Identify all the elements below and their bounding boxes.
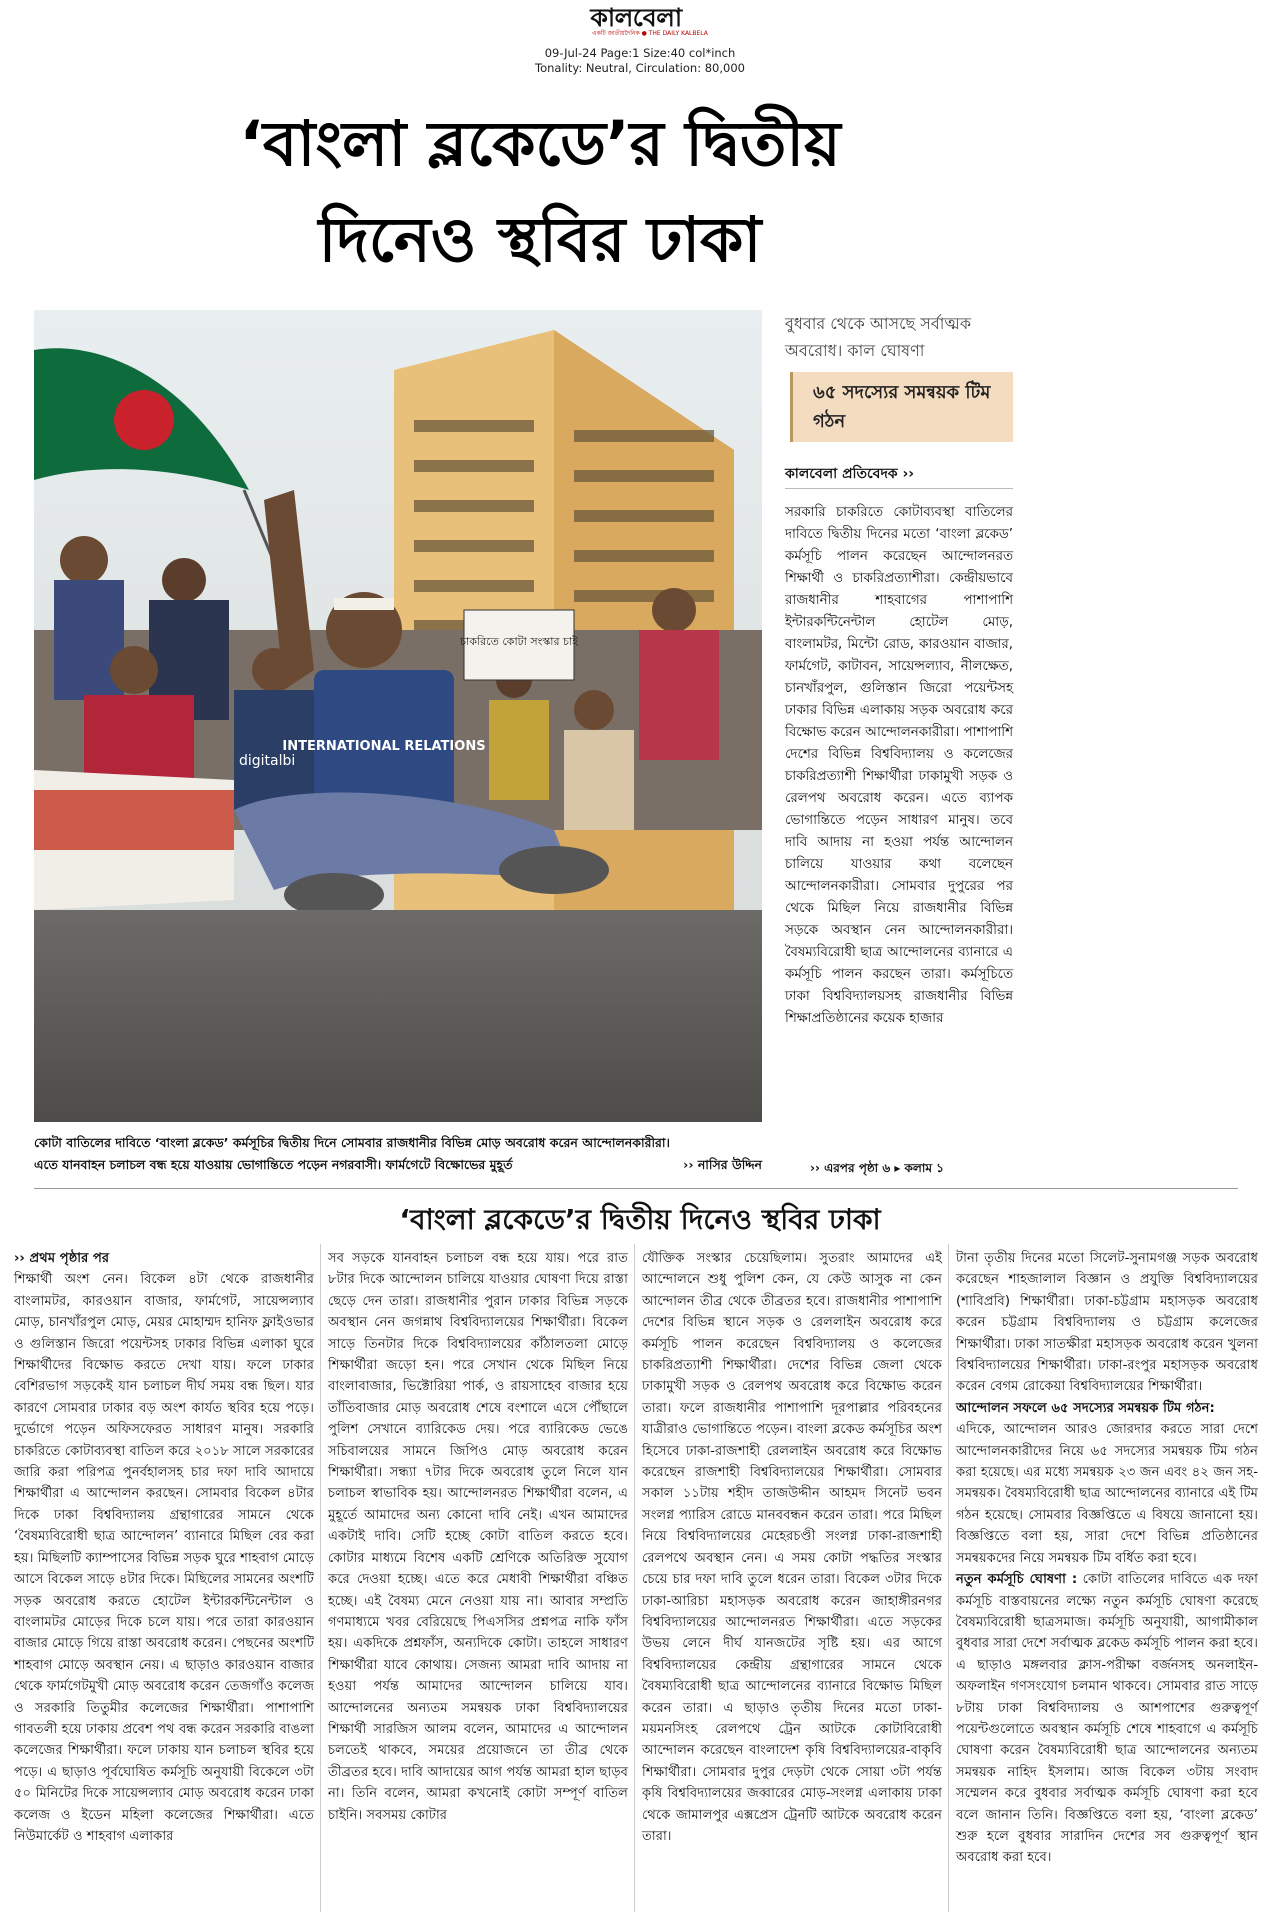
clipping-meta xyxy=(520,46,760,76)
tshirt-text: INTERNATIONAL RELATIONS xyxy=(282,739,486,754)
headline-line2: দিনেও স্থবির ঢাকা xyxy=(318,203,762,276)
protest-photo-illustration xyxy=(34,310,762,1122)
column-2 xyxy=(328,1248,628,1826)
headline-line1: ‘বাংলা ব্লকেডে’র দ্বিতীয় xyxy=(239,107,841,180)
column-3 xyxy=(642,1248,942,1847)
logo-text: কালবেলা xyxy=(590,3,682,32)
story-deck: বুধবার থেকে আসছে সর্বাত্মক অবরোধ। কাল ঘোষণা xyxy=(785,314,972,360)
lead-story-body: সরকারি চাকরিতে কোটাব্যবস্থা বাতিলের দাবিতে দ্বিতীয় দিনের মতো ‘বাংলা ব্লকেড’ কর্মসূচি পালন করেছেন আন্দোলনরত শিক্ষার্থী ও চাকরিপ্রত্যাশীরা। কেন্দ্রীয়ভাবে রাজধানীর শাহবাগের পাশাপাশি ইন্টারকন্টিনেন্টাল হোটেল মোড়, বাংলামটর, মিন্টো রোড, কারওয়ান বাজার, ফার্মগেট, কাটাবন, সায়েন্সল্যাব, নীলক্ষেত, চানখাঁরপুল, গুলিস্তান জিরো পয়েন্টসহ ঢাকার বিভিন্ন এলাকায় সড়ক অবরোধ করে বিক্ষোভ করেন আন্দোলনকারীরা। পাশাপাশি দেশের বিভিন্ন বিশ্ববিদ্যালয় ও কলেজের চাকরিপ্রত্যাশী শিক্ষার্থীরা ঢাকামুখী সড়ক ও রেলপথ অবরোধ করেন। এতে ব্যাপক ভোগান্তিতে পড়েন সাধারণ মানুষ। তবে দাবি আদায় না হওয়া পর্যন্ত আন্দোলন চালিয়ে যাওয়ার কথা বলেছেন আন্দোলনকারীরা। সোমবার দুপুরের পর থেকে মিছিল নিয়ে রাজধানীর বিভিন্ন সড়কে অবস্থান নেন আন্দোলনকারীরা। বৈষম্যবিরোধী ছাত্র আন্দোলনের ব্যানারে এ কর্মসূচি পালন করছেন তারা। কর্মসূচিতে ঢাকা বিশ্ববিদ্যালয়সহ রাজধানীর বিভিন্ন শিক্ষাপ্রতিষ্ঠানের কয়েক হাজার xyxy=(785,505,1013,1026)
column-divider xyxy=(320,1244,321,1912)
logo-tagline: একটি জাতীয়দৈনিক ● THE DAILY KALBELA xyxy=(592,30,708,37)
news-photo xyxy=(34,310,762,1122)
photo-caption xyxy=(34,1132,762,1176)
continued-on: ›› এরপর পৃষ্ঠা ৬ ▸ কলাম ১ xyxy=(810,1161,944,1175)
column-1-text: শিক্ষার্থী অংশ নেন। বিকেল ৪টা থেকে রাজধানীর বাংলামটর, কারওয়ান বাজার, ফার্মগেট, সায়েন্সল্যাব মোড়, চানখাঁরপুল মোড়, মেয়র মোহাম্মদ হানিফ ফ্লাইওভার ও গুলিস্তান জিরো পয়েন্টসহ ঢাকার বিভিন্ন এলাকা ঘুরে শিক্ষার্থীদের বিক্ষোভ করতে দেখা যায়। ফলে ঢাকার বেশিরভাগ সড়কেই যান চলাচল দীর্ঘ সময় বন্ধ ছিল। যার কারণে সোমবার ঢাকার বড় অংশ কার্যত স্থবির হয়ে পড়ে। দুর্ভোগে পড়েন অফিসফেরত সাধারণ মানুষ। সরকারি চাকরিতে কোটাব্যবস্থা বাতিল করে ২০১৮ সালে সরকারের জারি করা পরিপত্র পুনর্বহালসহ চার দফা দাবি আদায়ে শিক্ষার্থীরা এ আন্দোলন করছেন। সোমবার বিকেল ৪টার দিকে ঢাকা বিশ্ববিদ্যালয় গ্রন্থাগারের সামনে থেকে ‘বৈষম্যবিরোধী ছাত্র আন্দোলন’ ব্যানারে মিছিল বের করা হয়। মিছিলটি ক্যাম্পাসের বিভিন্ন সড়ক ঘুরে শাহবাগ মোড়ে আসে বিকেল সাড়ে ৪টার দিকে। মিছিলের সামনের অংশটি সড়ক অবরোধ করতে হোটেল ইন্টারকন্টিনেন্টাল ও বাংলামটর মোড়ের দিকে চলে যায়। পরে তারা কারওয়ান বাজার মোড়ে গিয়ে রাস্তা অবরোধ করেন। পেছনের অংশটি শাহবাগ মোড়ে অবস্থান নেয়। এ ছাড়াও কারওয়ান বাজার থেকে ফার্মগেটমুখী মোড় অবরোধ করেন তেজগাঁও কলেজ ও সরকারি তিতুমীর কলেজের শিক্ষার্থীরা। পাশাপাশি গাবতলী হয়ে ঢাকায় প্রবেশ পথ বন্ধ করেন সরকারি বাঙলা কলেজের শিক্ষার্থীরা। ফলে ঢাকায় যান চলাচল স্থবির হয়ে পড়ে। এ ছাড়াও পূর্বঘোষিত কর্মসূচি অনুযায়ী বিকেলে ৩টা ৫০ মিনিটের দিকে সায়েন্সল্যাব মোড় অবরোধ করেন ঢাকা কলেজ ও ইডেন মহিলা কলেজের শিক্ষার্থীরা। এতে নিউমার্কেট ও শাহবাগ এলাকার xyxy=(14,1272,314,1844)
column-4-text-a: টানা তৃতীয় দিনের মতো সিলেট-সুনামগঞ্জ সড়ক অবরোধ করেছেন শাহজালাল বিজ্ঞান ও প্রযুক্তি বিশ্ববিদ্যালয়ের (শাবিপ্রবি) শিক্ষার্থীরা। ঢাকা-চট্টগ্রাম মহাসড়ক অবরোধ করেন চট্টগ্রাম বিশ্ববিদ্যালয় ও চট্টগ্রাম কলেজের শিক্ষার্থীরা। ঢাকা সাতক্ষীরা মহাসড়ক অবরোধ করেন খুলনা বিশ্ববিদ্যালয়ের শিক্ষার্থীরা। ঢাকা-রংপুর মহাসড়ক অবরোধ করেন বেগম রোকেয়া বিশ্ববিদ্যালয়ের শিক্ষার্থীরা। xyxy=(956,1251,1258,1395)
main-headline xyxy=(100,96,980,288)
column-divider xyxy=(634,1244,635,1912)
column-4-text-b: এদিকে, আন্দোলন আরও জোরদার করতে সারা দেশে আন্দোলনকারীদের নিয়ে ৬৫ সদস্যের সমন্বয়ক টিম গঠন করা হয়েছে। এর মধ্যে সমন্বয়ক ২৩ জন এবং ৪২ জন সহ-সমন্বয়ক। বৈষম্যবিরোধী ছাত্র আন্দোলনের ব্যানারে এই টিম গঠন হয়েছে। সোমবার বিজ্ঞপ্তিতে এ বিষয়ে জানানো হয়। বিজ্ঞপ্তিতে বলা হয়, সারা দেশে বিভিন্ন প্রতিষ্ঠানের সমন্বয়কদের নিয়ে সমন্বয়ক টিম বর্ধিত করা হবে। xyxy=(956,1422,1258,1566)
highlight-box-text: ৬৫ সদস্যের সমন্বয়ক টিম গঠন xyxy=(813,382,991,432)
column-divider xyxy=(948,1244,949,1912)
section-divider xyxy=(34,1188,1238,1189)
highlight-box xyxy=(790,372,1013,442)
reporter-byline: কালবেলা প্রতিবেদক ›› xyxy=(785,466,915,482)
road xyxy=(34,910,762,1122)
ground-banner xyxy=(34,770,234,910)
divider xyxy=(785,488,1013,489)
caption-line1: কোটা বাতিলের দাবিতে ‘বাংলা ব্লকেড’ কর্মসূচির দ্বিতীয় দিনে সোমবার রাজধানীর বিভিন্ন মোড় অবরোধ করেন আন্দোলনকারীরা। xyxy=(34,1135,671,1150)
from-first-page: ›› প্রথম পৃষ্ঠার পর xyxy=(14,1251,110,1266)
column-4 xyxy=(956,1248,1258,1869)
banner-sign-text: digitalbi xyxy=(239,753,296,769)
column-3-text: যৌক্তিক সংস্কার চেয়েছিলাম। সুতরাং আমাদের এই আন্দোলনে শুধু পুলিশ কেন, যে কেউ আসুক না কেন আন্দোলন তীব্র থেকে তীব্রতর হবে। রাজধানীর পাশাপাশি দেশের বিভিন্ন স্থানে সড়ক ও রেললাইন অবরোধ করে কর্মসূচি পালন করেছেন বিশ্ববিদ্যালয় ও কলেজের চাকরিপ্রত্যাশী শিক্ষার্থীরা। দেশের বিভিন্ন জেলা থেকে ঢাকামুখী সড়ক ও রেলপথ অবরোধ করে বিক্ষোভ করেন তারা। ফলে রাজধানীর পাশাপাশি দূরপাল্লার পরিবহনের যাত্রীরাও ভোগান্তিতে পড়েন। বাংলা ব্লকেড কর্মসূচির অংশ হিসেবে ঢাকা-রাজশাহী রেললাইন অবরোধ করে বিক্ষোভ করেছেন রাজশাহী বিশ্ববিদ্যালয়ের শিক্ষার্থীরা। সোমবার সকাল ১১টায় শহীদ তাজউদ্দীন আহমদ সিনেট ভবন সংলগ্ন প্যারিস রোডে মানববন্ধন করেন তারা। পরে মিছিল নিয়ে বিশ্ববিদ্যালয়ের মেহেরচণ্ডী সংলগ্ন ঢাকা-রাজশাহী রেলপথে অবস্থান নেন। এ সময় কোটা পদ্ধতির সংস্কার চেয়ে চার দফা দাবি তুলে ধরেন তারা। বিকেল ৩টার দিকে ঢাকা-আরিচা মহাসড়ক অবরোধ করেন জাহাঙ্গীরনগর বিশ্ববিদ্যালয়ের আন্দোলনরত শিক্ষার্থীরা। এতে সড়কের উভয় লেনে দীর্ঘ যানজটের সৃষ্টি হয়। এর আগে বিশ্ববিদ্যালয়ের কেন্দ্রীয় গ্রন্থাগারের সামনে থেকে বৈষম্যবিরোধী ছাত্র আন্দোলনের ব্যানারে বিক্ষোভ মিছিল করেন তারা। এ ছাড়াও তৃতীয় দিনের মতো ঢাকা-ময়মনসিংহ রেলপথে ট্রেন আটকে কোটাবিরোধী আন্দোলন করেছেন বাংলাদেশ কৃষি বিশ্ববিদ্যালয়ের-বাকৃবি শিক্ষার্থীরা। সোমবার দুপুর দেড়টা থেকে সোয়া ৩টা পর্যন্ত কৃষি বিশ্ববিদ্যালয়ের জব্বারের মোড়-সংলগ্ন এলাকায় ঢাকা থেকে জামালপুর এক্সপ্রেস ট্রেনটি আটকে অবরোধ করেন তারা। xyxy=(642,1251,942,1844)
caption-line2: এতে যানবাহন চলাচল বন্ধ হয়ে যাওয়ায় ভোগান্তিতে পড়েন নগরবাসী। ফার্মগেটে বিক্ষোভের মুহূর্ত xyxy=(34,1157,513,1172)
column-4-subhead-1: আন্দোলন সফলে ৬৫ সদস্যের সমন্বয়ক টিম গঠন: xyxy=(956,1400,1215,1416)
continuation-headline: ‘বাংলা ব্লকেডে’র দ্বিতীয় দিনেও স্থবির ঢাকা xyxy=(399,1203,881,1236)
column-4-text-c: কোটা বাতিলের দাবিতে এক দফা কর্মসূচি বাস্তবায়নের লক্ষ্যে নতুন কর্মসূচি ঘোষণা করেছে বৈষম্যবিরোধী ছাত্রসমাজ। কর্মসূচি অনুযায়ী, আগামীকাল বুধবার সারা দেশে সর্বাত্মক ব্লকেড কর্মসূচি পালন করা হবে। এ ছাড়াও মঙ্গলবার ক্লাস-পরীক্ষা বর্জনসহ অনলাইন-অফলাইন গণসংযোগ চলমান থাকবে। সোমবার রাত সাড়ে ৮টায় ঢাকা বিশ্ববিদ্যালয় ও আশপাশের গুরুত্বপূর্ণ পয়েন্টগুলোতে অবস্থান কর্মসূচি শেষে শাহবাগে এ কর্মসূচি ঘোষণা করেন বৈষম্যবিরোধী ছাত্র আন্দোলনের অন্যতম সমন্বয়ক নাহিদ ইসলাম। আজ বিকেল ৩টায় সংবাদ সম্মেলন করে বুধবার সর্বাত্মক কর্মসূচি ঘোষণা করা হবে বলে জানান তিনি। বিজ্ঞপ্তিতে বলা হয়, ‘বাংলা ব্লকেড’ শুরু হলে বুধবার সারাদিন দেশের সব গুরুত্বপূর্ণ স্থান অবরোধ করা হবে। xyxy=(956,1572,1258,1866)
column-1 xyxy=(14,1248,314,1847)
column-2-text: সব সড়কে যানবাহন চলাচল বন্ধ হয়ে যায়। পরে রাত ৮টার দিকে আন্দোলন চালিয়ে যাওয়ার ঘোষণা দিয়ে রাস্তা ছেড়ে দেন তারা। রাজধানীর পুরান ঢাকার বিভিন্ন সড়কে অবস্থান নেন জগন্নাথ বিশ্ববিদ্যালয়ের শিক্ষার্থীরা। বিকেল সাড়ে তিনটার দিকে বিশ্ববিদ্যালয়ের কাঁঠালতলা মোড়ে শিক্ষার্থীরা জড়ো হন। পরে সেখান থেকে মিছিল নিয়ে বাংলাবাজার, ভিক্টোরিয়া পার্ক, ও রায়সাহেব বাজার হয়ে তাঁতিবাজার মোড় অবরোধ শেষে বংশালে এসে পৌঁছালে পুলিশ সেখানে ব্যারিকেড দেয়। পরে ব্যারিকেড ভেঙে সচিবালয়ের সামনে জিপিও মোড় অবরোধ করেন শিক্ষার্থীরা। সন্ধ্যা ৭টার দিকে অবরোধ তুলে নিলে যান চলাচল স্বাভাবিক হয়। আন্দোলনরত শিক্ষার্থীরা বলেন, এ মুহূর্তে আমাদের অন্য কোনো দাবি নেই। এখন আমাদের একটাই দাবি। সেটি হচ্ছে কোটা বাতিল করতে হবে। কোটার মাধ্যমে বিশেষ একটি শ্রেণিকে অতিরিক্ত সুযোগ করে দেওয়া হচ্ছে। এতে করে মেধাবী শিক্ষার্থীরা বঞ্চিত হচ্ছে। এই বৈষম্য মেনে নেওয়া যায় না। আবার সম্প্রতি গণমাধ্যমে খবর বেরিয়েছে পিএসসির প্রশ্নপত্র নাকি ফাঁস হয়। একদিকে প্রশ্নফাঁস, অন্যদিকে কোটা। তাহলে সাধারণ শিক্ষার্থীরা যাবে কোথায়। সেজন্য আমরা দাবি আদায় না হওয়া পর্যন্ত আমাদের আন্দোলন চালিয়ে যাব। আন্দোলনের অন্যতম সমন্বয়ক ঢাকা বিশ্ববিদ্যালয়ের শিক্ষার্থী সারজিস আলম বলেন, আমাদের এ আন্দোলন চলতেই থাকবে, সময়ের প্রয়োজনে তা তীব্র থেকে তীব্রতর হবে। দাবি আদায়ের আগ পর্যন্ত আমরা হাল ছাড়ব না। তিনি বলেন, আমরা কখনোই কোটা সম্পূর্ণ বাতিল চাইনি। সবসময় কোটার xyxy=(328,1251,628,1823)
column-4-subhead-2: নতুন কর্মসূচি ঘোষণা : xyxy=(956,1572,1078,1588)
photo-credit: ›› নাসির উদ্দিন xyxy=(683,1157,762,1172)
placard-text: চাকরিতে কোটা সংস্কার চাই xyxy=(460,635,578,648)
clipping-meta-line1: 09-Jul-24 Page:1 Size:40 col*inch xyxy=(544,46,736,60)
clipping-meta-line2: Tonality: Neutral, Circulation: 80,000 xyxy=(535,61,745,75)
